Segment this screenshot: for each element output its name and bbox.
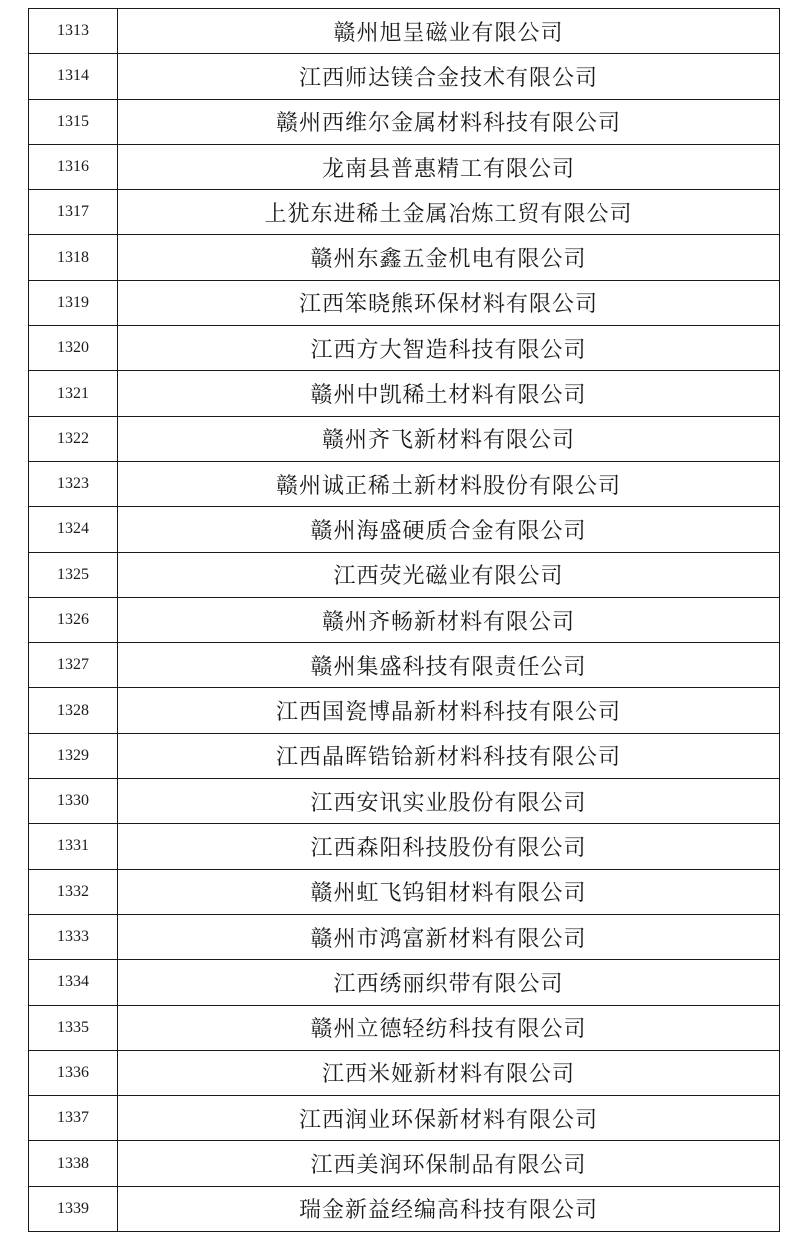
company-name-cell: 江西美润环保制品有限公司 bbox=[118, 1141, 780, 1186]
table-row bbox=[29, 371, 780, 416]
row-number-cell: 1318 bbox=[29, 235, 118, 280]
table-row bbox=[29, 914, 780, 959]
table-row bbox=[29, 1186, 780, 1231]
company-name-cell: 江西国瓷博晶新材料科技有限公司 bbox=[118, 688, 780, 733]
company-list-body bbox=[29, 9, 780, 1232]
table-row bbox=[29, 1096, 780, 1141]
row-number-cell: 1326 bbox=[29, 597, 118, 642]
row-number-cell: 1327 bbox=[29, 643, 118, 688]
row-number-cell: 1335 bbox=[29, 1005, 118, 1050]
table-row bbox=[29, 688, 780, 733]
table-row bbox=[29, 643, 780, 688]
row-number-cell: 1329 bbox=[29, 733, 118, 778]
table-row bbox=[29, 144, 780, 189]
company-name-cell: 江西安讯实业股份有限公司 bbox=[118, 779, 780, 824]
table-row bbox=[29, 507, 780, 552]
row-number-cell: 1331 bbox=[29, 824, 118, 869]
row-number-cell: 1328 bbox=[29, 688, 118, 733]
company-name-cell: 赣州集盛科技有限责任公司 bbox=[118, 643, 780, 688]
company-name-cell: 江西笨晓熊环保材料有限公司 bbox=[118, 280, 780, 325]
table-row bbox=[29, 779, 780, 824]
row-number-cell: 1330 bbox=[29, 779, 118, 824]
company-name-cell: 赣州齐飞新材料有限公司 bbox=[118, 416, 780, 461]
company-name-cell: 赣州西维尔金属材料科技有限公司 bbox=[118, 99, 780, 144]
company-name-cell: 赣州齐畅新材料有限公司 bbox=[118, 597, 780, 642]
row-number-cell: 1334 bbox=[29, 960, 118, 1005]
row-number-cell: 1315 bbox=[29, 99, 118, 144]
table-row bbox=[29, 99, 780, 144]
table-row bbox=[29, 280, 780, 325]
company-name-cell: 龙南县普惠精工有限公司 bbox=[118, 144, 780, 189]
company-name-cell: 江西润业环保新材料有限公司 bbox=[118, 1096, 780, 1141]
table-row bbox=[29, 235, 780, 280]
table-row bbox=[29, 1050, 780, 1095]
company-name-cell: 赣州虹飞钨钼材料有限公司 bbox=[118, 869, 780, 914]
company-name-cell: 江西森阳科技股份有限公司 bbox=[118, 824, 780, 869]
row-number-cell: 1332 bbox=[29, 869, 118, 914]
table-row bbox=[29, 416, 780, 461]
row-number-cell: 1316 bbox=[29, 144, 118, 189]
company-name-cell: 江西米娅新材料有限公司 bbox=[118, 1050, 780, 1095]
company-name-cell: 瑞金新益经编高科技有限公司 bbox=[118, 1186, 780, 1231]
row-number-cell: 1322 bbox=[29, 416, 118, 461]
row-number-cell: 1324 bbox=[29, 507, 118, 552]
table-row bbox=[29, 960, 780, 1005]
company-name-cell: 赣州海盛硬质合金有限公司 bbox=[118, 507, 780, 552]
row-number-cell: 1320 bbox=[29, 326, 118, 371]
table-row bbox=[29, 869, 780, 914]
row-number-cell: 1313 bbox=[29, 9, 118, 54]
row-number-cell: 1336 bbox=[29, 1050, 118, 1095]
row-number-cell: 1323 bbox=[29, 461, 118, 506]
row-number-cell: 1338 bbox=[29, 1141, 118, 1186]
company-name-cell: 赣州东鑫五金机电有限公司 bbox=[118, 235, 780, 280]
company-name-cell: 江西晶晖锆铪新材料科技有限公司 bbox=[118, 733, 780, 778]
row-number-cell: 1317 bbox=[29, 190, 118, 235]
table-row bbox=[29, 733, 780, 778]
company-name-cell: 江西方大智造科技有限公司 bbox=[118, 326, 780, 371]
row-number-cell: 1319 bbox=[29, 280, 118, 325]
table-row bbox=[29, 552, 780, 597]
table-row bbox=[29, 1005, 780, 1050]
row-number-cell: 1314 bbox=[29, 54, 118, 99]
table-row bbox=[29, 54, 780, 99]
row-number-cell: 1339 bbox=[29, 1186, 118, 1231]
table-row bbox=[29, 824, 780, 869]
company-name-cell: 赣州立德轻纺科技有限公司 bbox=[118, 1005, 780, 1050]
table-row bbox=[29, 1141, 780, 1186]
table-row bbox=[29, 326, 780, 371]
company-name-cell: 赣州中凯稀土材料有限公司 bbox=[118, 371, 780, 416]
company-name-cell: 上犹东进稀土金属冶炼工贸有限公司 bbox=[118, 190, 780, 235]
company-name-cell: 赣州市鸿富新材料有限公司 bbox=[118, 914, 780, 959]
table-row bbox=[29, 190, 780, 235]
row-number-cell: 1337 bbox=[29, 1096, 118, 1141]
company-name-cell: 江西师达镁合金技术有限公司 bbox=[118, 54, 780, 99]
table-row bbox=[29, 597, 780, 642]
row-number-cell: 1321 bbox=[29, 371, 118, 416]
company-name-cell: 江西绣丽织带有限公司 bbox=[118, 960, 780, 1005]
table-row bbox=[29, 461, 780, 506]
company-name-cell: 赣州诚正稀土新材料股份有限公司 bbox=[118, 461, 780, 506]
table-row bbox=[29, 9, 780, 54]
row-number-cell: 1333 bbox=[29, 914, 118, 959]
company-name-cell: 江西荧光磁业有限公司 bbox=[118, 552, 780, 597]
row-number-cell: 1325 bbox=[29, 552, 118, 597]
company-name-cell: 赣州旭呈磁业有限公司 bbox=[118, 9, 780, 54]
company-list-table bbox=[28, 8, 780, 1232]
